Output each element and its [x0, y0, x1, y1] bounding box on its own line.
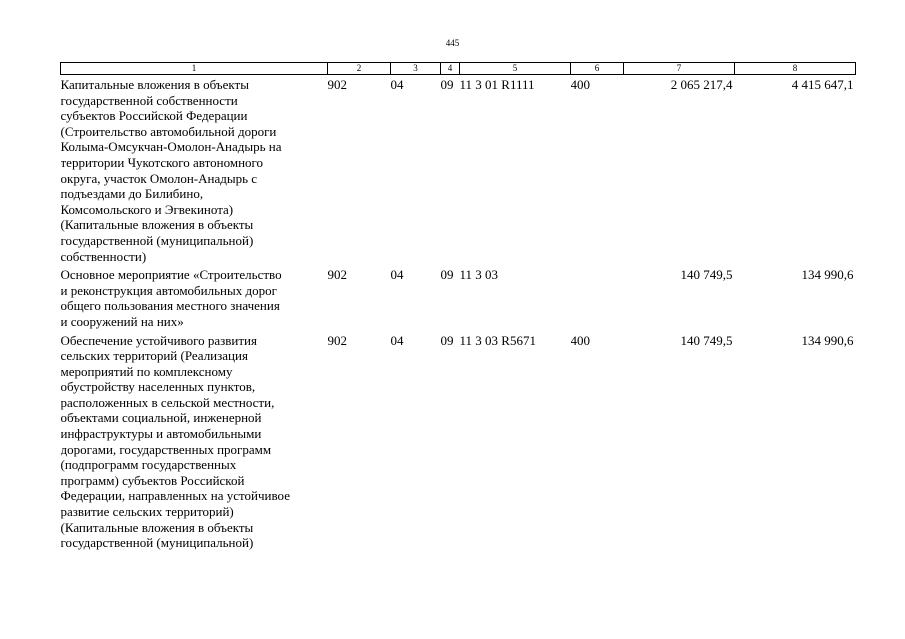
row-ministry: 902: [327, 267, 347, 283]
description-line: общего пользования местного значения: [60, 298, 280, 314]
header-col-1: 1: [61, 63, 328, 75]
description-line: субъектов Российской Федерации: [60, 108, 248, 124]
header-col-7: 7: [624, 63, 735, 75]
description-line: (Строительство автомобильной дороги: [60, 123, 277, 139]
description-line: Обеспечение устойчивого развития: [60, 332, 257, 348]
header-col-4: 4: [441, 63, 460, 75]
description-line: государственной (муниципальной): [60, 232, 254, 248]
table-row: [61, 265, 856, 330]
row-amount-2: 134 990,6: [801, 267, 854, 283]
row-target-article: 11 3 03: [459, 267, 499, 283]
row-subsection: 09: [440, 332, 454, 348]
table-body: [61, 75, 856, 552]
description-line: государственной собственности: [60, 92, 238, 108]
table-row: [61, 75, 856, 266]
row-section: 04: [390, 267, 404, 283]
description-line: Капитальные вложения в объекты: [60, 77, 249, 92]
table-row: [61, 331, 856, 552]
row-amount-2: 134 990,6: [801, 332, 854, 348]
description-line: сельских территорий (Реализация: [60, 348, 248, 364]
header-col-2: 2: [328, 63, 391, 75]
row-description: [61, 75, 328, 266]
header-col-6: 6: [571, 63, 624, 75]
description-line: развитие сельских территорий): [60, 504, 234, 520]
description-line: Основное мероприятие «Строительство: [60, 267, 282, 283]
row-ministry: 902: [327, 77, 347, 92]
description-line: государственной (муниципальной): [60, 535, 254, 551]
description-line: подъездами до Билибино,: [60, 186, 204, 202]
header-col-8: 8: [735, 63, 856, 75]
row-target-article: 11 3 03 R5671: [459, 332, 536, 348]
description-line: и реконструкция автомобильных дорог: [60, 282, 277, 298]
description-line: объектами социальной, инженерной: [60, 410, 262, 426]
description-line: программ) субъектов Российской: [60, 472, 245, 488]
row-amount-1: 2 065 217,4: [670, 77, 733, 92]
description-line: Комсомольского и Эгвекинота): [60, 201, 234, 217]
table-header: [61, 63, 856, 75]
row-amount-1: 140 749,5: [680, 267, 733, 283]
header-col-5: 5: [460, 63, 571, 75]
description-line: Колыма-Омсукчан-Омолон-Анадырь на: [60, 139, 282, 155]
description-line: (Капитальные вложения в объекты: [60, 217, 254, 233]
description-line: (Капитальные вложения в объекты: [60, 519, 254, 535]
row-amount-2: 4 415 647,1: [791, 77, 854, 92]
description-line: инфраструктуры и автомобильными: [60, 426, 262, 442]
row-expense-type: 400: [570, 332, 590, 348]
description-line: дорогами, государственных программ: [60, 441, 272, 457]
row-section: 04: [390, 77, 404, 92]
header-col-3: 3: [391, 63, 441, 75]
description-line: обустройству населенных пунктов,: [60, 379, 256, 395]
row-description: [61, 265, 328, 330]
row-expense-type: 400: [570, 77, 590, 92]
row-section: 04: [390, 332, 404, 348]
description-line: собственности): [60, 248, 147, 264]
description-line: Федерации, направленных на устойчивое: [60, 488, 290, 504]
description-line: и сооружений на них»: [60, 313, 184, 329]
description-line: территории Чукотского автономного: [60, 154, 264, 170]
header-row: [61, 63, 856, 75]
row-description: [61, 331, 328, 552]
description-line: расположенных в сельской местности,: [60, 394, 275, 410]
row-subsection: 09: [440, 267, 454, 283]
page-number: 445: [445, 38, 460, 48]
row-ministry: 902: [327, 332, 347, 348]
row-target-article: 11 3 01 R1111: [459, 77, 535, 92]
description-line: мероприятий по комплексному: [60, 363, 233, 379]
description-line: (подпрограмм государственных: [60, 457, 237, 473]
budget-table: [60, 62, 856, 552]
row-subsection: 09: [440, 77, 454, 92]
description-line: округа, участок Омолон-Анадырь с: [60, 170, 258, 186]
row-expense-type: [571, 265, 624, 330]
row-amount-1: 140 749,5: [680, 332, 733, 348]
